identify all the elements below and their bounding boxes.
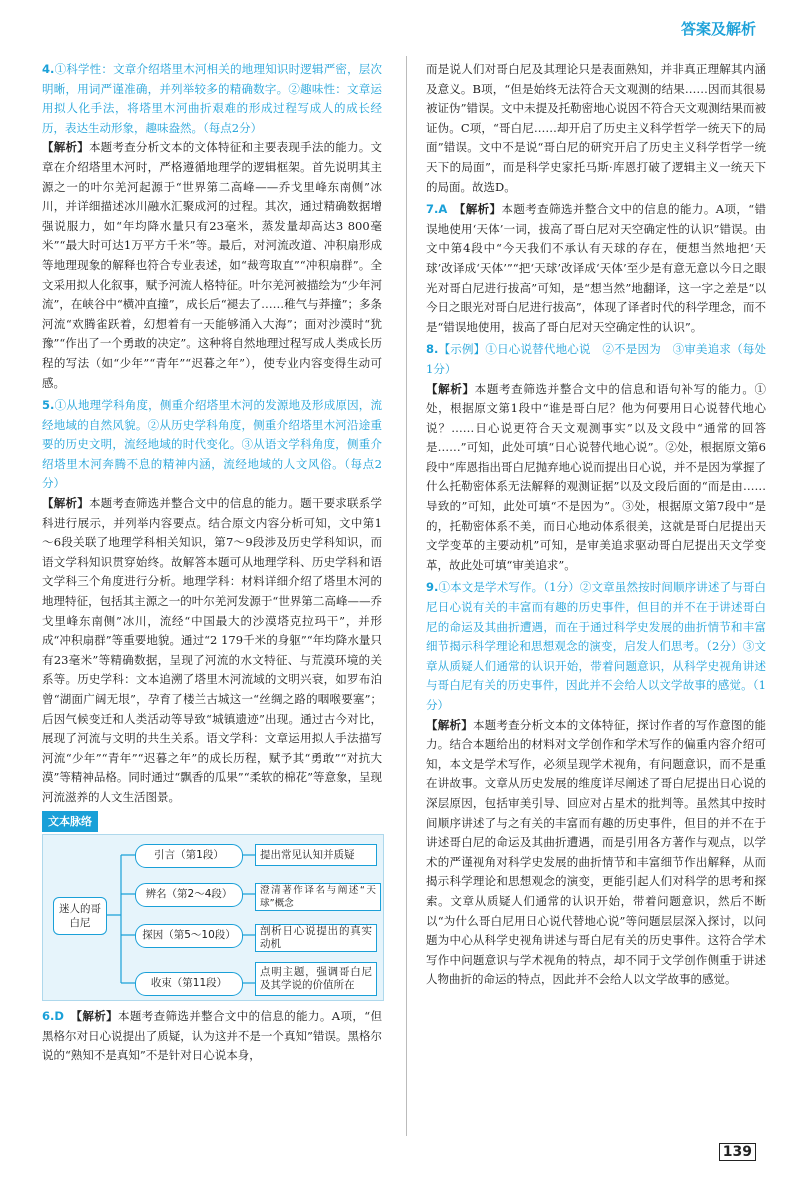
answer-text: ①科学性：文章介绍塔里木河相关的地理知识时逻辑严密，层次明晰，用词严谨准确，并列举较多的精确数字。②趣味性：文章运用拟人化手法，将塔里木河曲折艰难的形成过程写成人的成长经历，表达生动形象，趣味盎然。（每点2分）: [42, 62, 382, 135]
question-6: [42, 1007, 382, 1066]
question-8: [426, 340, 766, 575]
question-7: [426, 200, 766, 337]
mind-map: [42, 834, 384, 1001]
analysis-label: 【解析】: [426, 381, 475, 396]
analysis-text: 本题考查筛选并整合文中的信息的能力。A项，“错误地使用‘天体’一词，拔高了哥白尼对天空确定性的认识”错误。由文中第4段中“今天我们不承认有天球的存在，便想当然地把‘天球’改译成‘天体’”“把‘天球’改译成‘天体’至少是有意无意以今日之眼光对哥白尼进行拔高”可知，是“想当然”地翻译，这一字之差是“以今日之眼光对哥白尼进行拔高”，体现了译者时代的科学理念，而不是“错误地使用，拔高了哥白尼对天空确定性的认识”。: [426, 202, 767, 334]
answer-text: ①从地理学科角度，侧重介绍塔里木河的发源地及形成原因，流经地域的自然风貌。②从历史学科角度，侧重介绍塔里木河沿途重要的历史文明，流经地域的时代变化。③从语文学科角度，侧重介绍塔里木河奔腾不息的精神内涵，流经地域的人文风俗。（每点2分）: [42, 398, 382, 491]
question-6-continued: 而是说人们对哥白尼及其理论只是表面熟知，并非真正理解其内涵及意义。B项，“但是始终无法符合天文观测的结果……因而其很易被证伪”错误。文中未提及托勒密地心说因不符合天文观测结果而被证伪。C项，“哥白尼……却开启了历史主义科学哲学一统天下的局面”错误。文中不是说“哥白尼的研究开启了历史主义科学哲学一统天下的局面”，而是科学史家托马斯·库恩打破了逻辑主义一统天下的局面。故选D。: [426, 62, 766, 194]
page-number: 139: [719, 1143, 756, 1161]
question-5: [42, 396, 382, 807]
analysis-label: 【解析】: [459, 202, 502, 217]
analysis-label: 【解析】: [42, 140, 89, 155]
analysis-label: 【解析】: [76, 1009, 118, 1024]
analysis-text: 本题考查分析文本的文体特征和主要表现手法的能力。文章在介绍塔里木河时，严格遵循地理学的逻辑框架。首先说明其主源之一的叶尔羌河起源于“世界第二高峰——乔戈里峰东南侧”冰川，并详细描述冰川融水汇聚成河的过程。其次，通过精确数据增强说服力，如“年均降水量只有23毫米，蒸发量却高达3 800毫米”“最大时可达1万平方千米”等。最后，对河流改道、冲积扇形成等地理现象的解释也符合专业表述，如“裁弯取直”“冲积扇群”。全文采用拟人化叙事，赋予河流人格特征。叶尔羌河被描绘为“少年河流”，在峡谷中“横冲直撞”，成长后“褪去了……稚气与莽撞”；多条河流“欢腾雀跃着，幻想着有一天能够涌入大海”；面对沙漠时“犹豫”“作出了一个勇敢的决定”。这种将自然地理过程写成人类成长历程的写法（如“少年”“青年”“迟暮之年”），使专业内容变得生动可感。: [42, 140, 383, 390]
analysis-label: 【解析】: [42, 496, 89, 511]
analysis-text: 本题考查筛选并整合文中的信息的能力。A项，“但黑格尔对日心说提出了质疑，认为这并不是一个真知”错误。黑格尔说的“熟知不是真知”不是针对日心说本身，: [42, 1009, 383, 1063]
answer-text: ①本文是学术写作。（1分）②文章虽然按时间顺序讲述了与哥白尼日心说有关的丰富而有趣的历史事件，但目的并不在于讲述哥白尼的命运及其曲折遭遇，而在于通过科学史发展的曲折情节和丰富细节揭示科学理论和思想观念的演变，启发人们思考。（2分）③文章从质疑人们通常的认识开始，带着问题意识，从科学史视角讲述与哥白尼有关的历史事件，因此并不会给人以文学故事的感觉。（1分）: [426, 580, 766, 712]
question-number: 5.: [42, 398, 55, 413]
left-column: [42, 60, 382, 1069]
mind-map-label: 文本脉络: [42, 811, 98, 833]
question-number: 9.: [426, 580, 439, 595]
mind-map-desc: 点明主题，强调哥白尼及其学说的价值所在: [255, 962, 377, 996]
header-title: 答案及解析: [680, 20, 756, 38]
analysis-label: 【解析】: [426, 717, 473, 732]
question-number: 8.: [426, 342, 439, 357]
mind-map-root: 迷人的哥白尼: [53, 897, 107, 935]
answer-letter: D: [54, 1009, 64, 1024]
analysis-text: 本题考查筛选并整合文中的信息的能力。题干要求联系学科进行展示，并列举内容要点。结合原文内容分析可知，文中第1～6段关联了地理学科相关知识，第7～9段涉及历史学科知识，而语文学科知识贯穿始终。故解答本题可从地理学科、历史学科和语文学科三个角度进行分析。地理学科：材料详细介绍了塔里木河的地理特征，包括其主源之一的叶尔羌河发源于“世界第二高峰——乔戈里峰东南侧”冰川，流经“中国最大的沙漠塔克拉玛干”，并形成“冲积扇群”等重要地貌。通过“2 179千米的身躯”“年均降水量只有23毫米”等精确数据，呈现了河流的水文特征、与荒漠环境的关系等。历史学科：文本追溯了塔里木河流域的文明兴衰，如罗布泊曾“湖面广阔无垠”，孕育了楼兰古城这一“丝绸之路的咽喉要塞”；后因气候变迁和人类活动等导致“城镇遗迹”出现。通过古今对比，展现了河流与文明的共生关系。语文学科：文章运用拟人手法描写河流“少年”“青年”“迟暮之年”的成长历程，赋予其“勇敢”“对抗大漠”等精神品格。同时通过“飘香的瓜果”“柔软的棉花”等意象，呈现河流滋养的人文生活图景。: [42, 496, 383, 804]
mind-map-stage: 探因（第5～10段）: [135, 924, 243, 948]
mind-map-stage: 收束（第11段）: [135, 972, 243, 996]
analysis-text: 本题考查分析文本的文体特征，探讨作者的写作意图的能力。结合本题给出的材料对文学创作和学术写作的偏重内容介绍可知，本文是学术写作，必须呈现学术视角，有问题意识，而不是重在讲故事。文章从历史发展的维度详尽阐述了哥白尼提出日心说的深层原因，包括审美引导、回应对占星术的批判等。虽然其中按时间顺序讲述了与之有关的丰富而有趣的历史事件，但目的并不在于讲述哥白尼的命运及其曲折遭遇，而是引用各方著作与观点，以学术的严谨视角对科学史发展的曲折情节和丰富细节作出解释，从而揭示科学理论和思想观念的演变，更能引起人们对科学的思考和探索。文章从质疑人们通常的认识开始，带着问题意识，然后不断以“为什么哥白尼用日心说代替地心说”等问题层层深入探讨，以问题为中心从科学史视角讲述与哥白尼有关的历史事件。这符合学术写作中问题意识与学术视角的特点，却不同于文学创作侧重于讲述人物曲折的命运的特点，因此并不会给人以文学故事的感觉。: [426, 717, 767, 987]
question-4: [42, 60, 382, 393]
column-divider: [406, 56, 407, 1136]
question-number: 6.: [42, 1009, 55, 1024]
question-number: 4.: [42, 62, 55, 76]
mind-map-stage: 辨名（第2～4段）: [135, 883, 243, 907]
mind-map-stage: 引言（第1段）: [135, 844, 243, 868]
answer-letter: A: [438, 202, 448, 217]
right-column: [426, 60, 766, 993]
mind-map-desc: 剖析日心说提出的真实动机: [255, 924, 377, 952]
question-9: [426, 578, 766, 989]
question-number: 7.: [426, 202, 439, 217]
mind-map-desc: 提出常见认知并质疑: [255, 844, 377, 866]
analysis-text: 本题考查筛选并整合文中的信息和语句补写的能力。①处，根据原文第1段中“谁是哥白尼？他为何要用日心说替代地心说？……日心说更符合天文观测事实”以及文段中“通常的回答是……”可知，此处可填“日心说替代地心说”。②处，根据原文第6段中“库恩指出哥白尼抛弃地心说而提出日心说，并不是因为掌握了什么托勒密体系无法解释的观测证据”以及文段后面的“而是由……导致的”可知，此处可填“不是因为”。③处，根据原文第7段中“是的，托勒密体系不美，而日心地动体系很美，这就是哥白尼提出天文学变革的主要动机”可知，是审美追求驱动哥白尼提出天文学变革，故此处可填“审美追求”。: [426, 381, 767, 572]
answer-text: 【示例】①日心说替代地心说 ②不是因为 ③审美追求（每处1分）: [426, 342, 766, 376]
mind-map-desc: 澄清著作译名与阐述“天球”概念: [255, 883, 381, 911]
